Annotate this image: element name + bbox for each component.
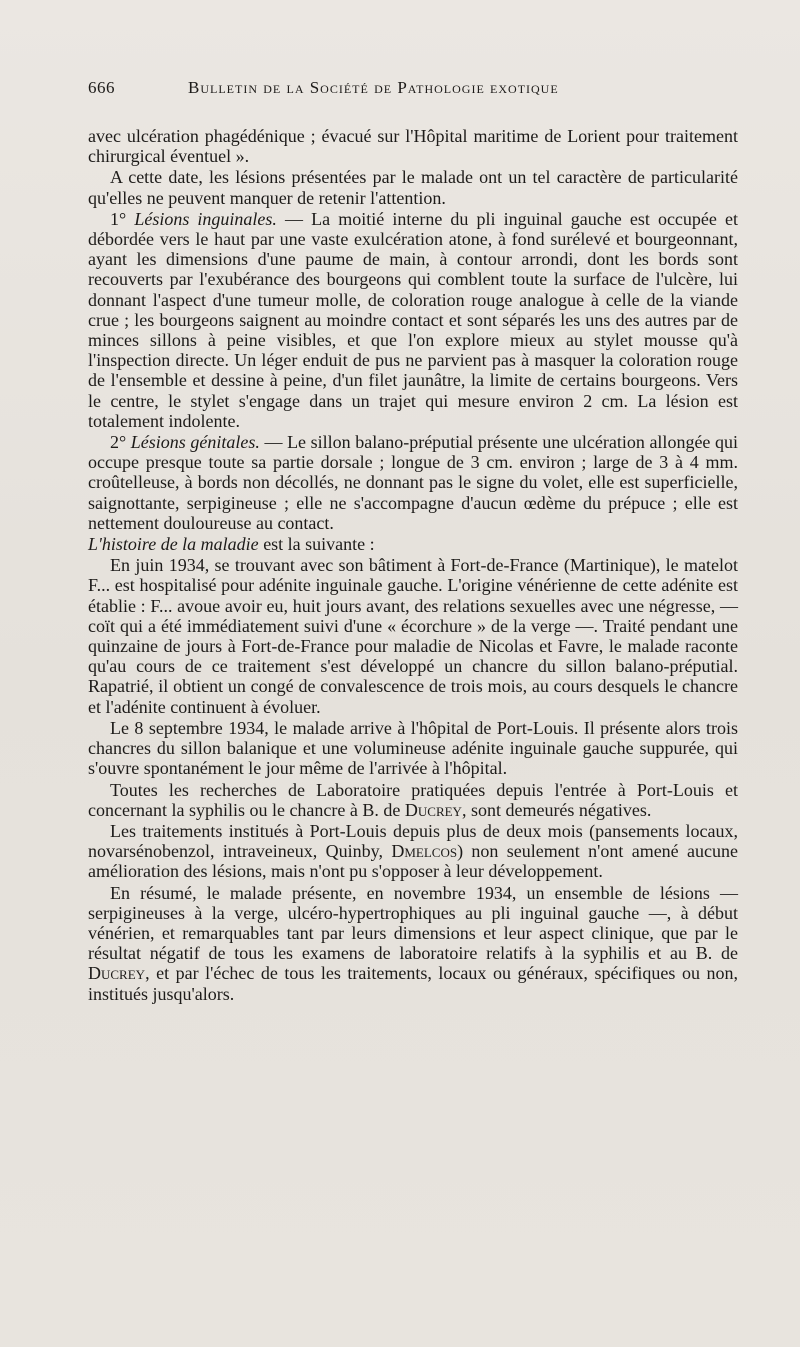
section-heading: Lésions inguinales. — [134, 208, 277, 229]
paragraph: Les traitements institués à Port-Louis depuis plus de deux mois (pansements locaux, novarsénobenzol, intraveineux, Quinby, Dmelcos) non seulement n'ont amené aucune amélioration des lésions, mais n'ont pu s'opposer à leur développement. — [88, 820, 738, 882]
page-number: 666 — [88, 78, 115, 97]
paragraph: avec ulcération phagédénique ; évacué sur l'Hôpital maritime de Lorient pour traitement chirurgical éventuel ». — [88, 126, 738, 167]
product-name: Dmelcos — [391, 841, 458, 862]
paragraph-lesions-genitales: 2° Lésions génitales. — Le sillon balano-préputial présente une ulcération allongée qui occupe presque toute sa partie dorsale ; longue de 3 cm. environ ; large de 3 à 4 mm. croûtelleuse, à bords non décollés, ne donnant pas le signe du volet, elle est superficielle, saignottante, serpigineuse ; elle ne s'accompagne d'aucun œdème du prépuce ; elle est nettement douloureuse au contact. — [88, 432, 739, 533]
author-name: Ducrey — [404, 799, 462, 820]
section-heading: Lésions génitales. — [130, 432, 260, 453]
section-heading: L'histoire de la maladie — [88, 534, 259, 555]
page-header — [88, 78, 738, 104]
author-name: Ducrey — [88, 963, 146, 984]
paragraph: Le 8 septembre 1934, le malade arrive à l'hôpital de Port-Louis. Il présente alors trois chancres du sillon balanique et une volumineuse adénite inguinale gauche suppurée, qui s'ouvre spontanément le jour même de l'arrivée à l'hôpital. — [88, 717, 738, 779]
paragraph: Toutes les recherches de Laboratoire pratiquées depuis l'entrée à Port-Louis et concernant la syphilis ou le chancre à B. de Ducrey, sont demeurés négatives. — [88, 779, 738, 820]
paragraph-histoire: L'histoire de la maladie est la suivante : — [88, 534, 375, 555]
running-title: Bulletin de la Société de Pathologie exotique — [188, 78, 559, 97]
paragraph-lesions-inguinales: 1° Lésions inguinales. — La moitié interne du pli inguinal gauche est occupée et débordée vers le haut par une vaste exulcération atone, à fond surélevé et bourgeonnant, ayant les dimensions d'une paume de main, à contour arrondi, dont les bords sont recouverts par l'exubérance des bourgeons qui comblent toute la surface de l'ulcère, lui donnant l'aspect d'une tumeur molle, de coloration rouge analogue à celle de la viande crue ; les bourgeons saignent au moindre contact et sont séparés les uns des autres par de minces sillons à peine visibles, et que l'on explore mieux au stylet mousse qu'à l'inspection directe. Un léger enduit de pus ne parvient pas à masquer la coloration rouge de l'ensemble et dessine à peine, d'un filet jaunâtre, la limite de certains bourgeons. Vers le centre, le stylet s'engage dans un trajet qui mesure environ 2 cm. La lésion est totalement indolente. — [88, 208, 738, 431]
paragraph-resume: En résumé, le malade présente, en novembre 1934, un ensemble de lésions — serpigineuses à la verge, ulcéro-hypertrophiques au pli inguinal gauche —, à début vénérien, et remarquables tant par leurs dimensions et leur aspect clinique, que par le résultat négatif de tous les examens de laboratoire relatifs à la syphilis et au B. de Ducrey, et par l'échec de tous les traitements, locaux ou généraux, spécifiques ou non, institués jusqu'alors. — [88, 882, 738, 1004]
body-text — [88, 126, 738, 1004]
paragraph: A cette date, les lésions présentées par le malade ont un tel caractère de particularité qu'elles ne peuvent manquer de retenir l'attention. — [88, 167, 738, 208]
paragraph: En juin 1934, se trouvant avec son bâtiment à Fort-de-France (Martinique), le matelot F... est hospitalisé pour adénite inguinale gauche. L'origine vénérienne de cette adénite est établie : F... avoue avoir eu, huit jours avant, des relations sexuelles avec une négresse, — coït qui a été immédiatement suivi d'une « écorchure » de la verge —. Traité pendant une quinzaine de jours à Fort-de-France pour maladie de Nicolas et Favre, le malade raconte qu'au cours de ce traitement s'est développé un chancre du sillon balano-préputial. Rapatrié, il obtient un congé de convalescence de trois mois, au cours desquels le chancre et l'adénite continuent à évoluer. — [88, 555, 738, 717]
